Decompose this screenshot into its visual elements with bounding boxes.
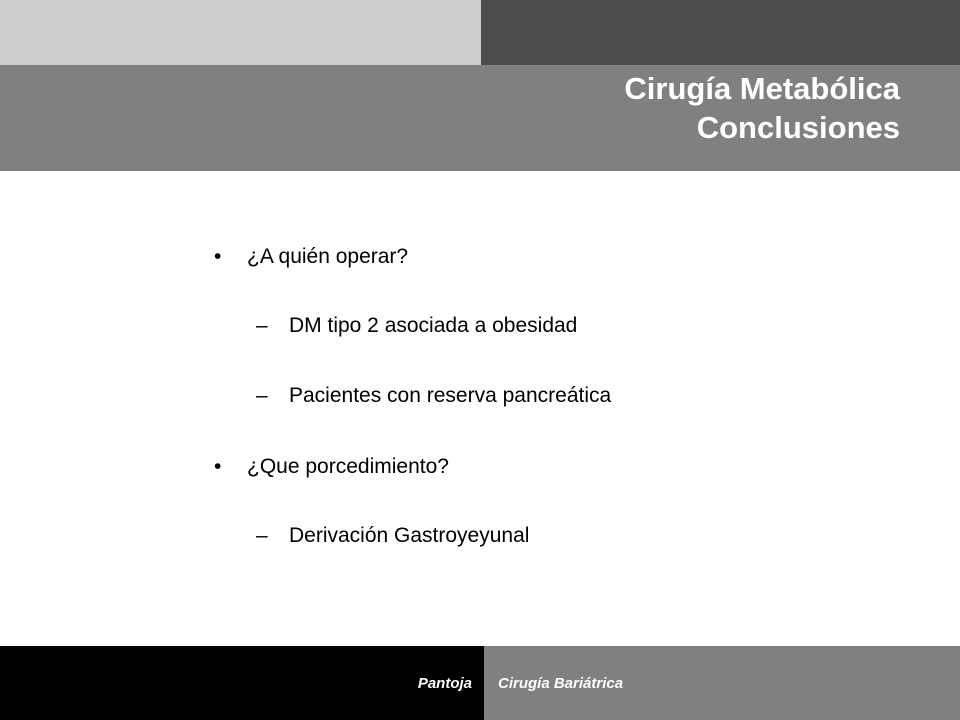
header-band-light [0,0,481,65]
dash-mark: – [256,384,268,407]
footer-topic: Cirugía Bariátrica [498,675,624,692]
slide-title-line1: Cirugía Metabólica [624,71,900,106]
footer-right-panel [484,646,960,720]
sub-bullet-text: DM tipo 2 asociada a obesidad [289,314,578,337]
slide-title-line2: Conclusiones [696,110,900,145]
bullet-text: ¿A quién operar? [247,245,409,268]
sub-bullet-text: Derivación Gastroyeyunal [289,524,530,547]
footer-left-panel [0,646,484,720]
slide-content [0,171,960,646]
dash-mark: – [256,314,268,337]
bullet-text: ¿Que porcedimiento? [247,455,449,478]
sub-bullet-text: Pacientes con reserva pancreática [289,384,612,407]
bullet-mark: • [214,455,222,478]
dash-mark: – [256,524,268,547]
header-band-dark [481,0,960,65]
title-bar [0,65,960,171]
footer [0,646,960,720]
slide-title [624,69,900,147]
footer-author: Pantoja [417,675,472,692]
bullet-mark: • [214,245,222,268]
